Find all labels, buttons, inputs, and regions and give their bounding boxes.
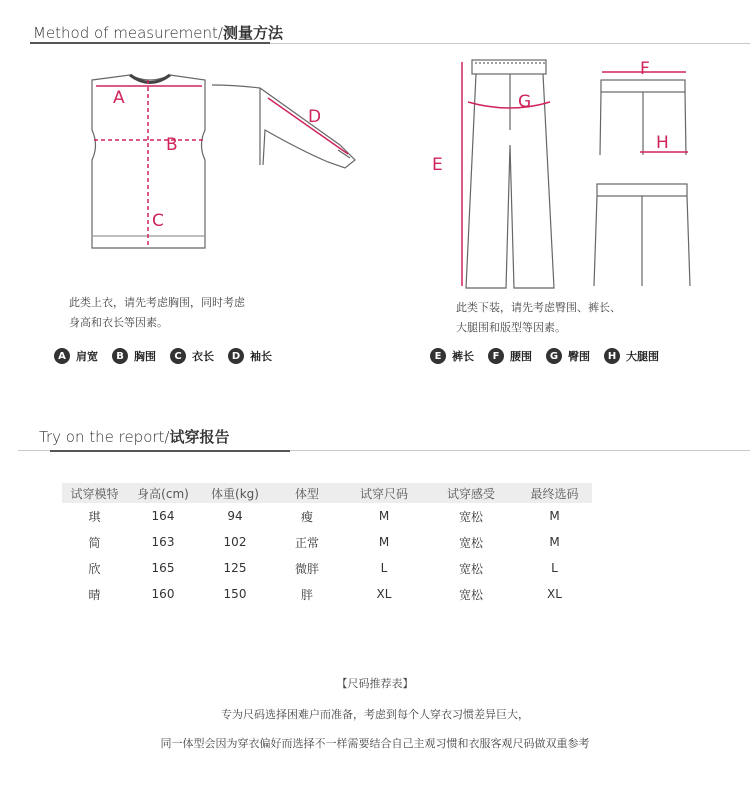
table-cell: 150 <box>223 587 247 601</box>
footer-line-2: 同一体型会因为穿衣偏好而选择不一样需要结合自己主观习惯和衣服客观尺码做双重参考 <box>160 737 590 750</box>
table-cell: L <box>551 561 558 575</box>
size-chart-title: 【尺码推荐表】 <box>336 677 414 690</box>
hip-measure-line <box>468 102 550 108</box>
label-c: C <box>152 211 164 231</box>
table-cell: M <box>378 535 390 549</box>
bottom-note-line: 大腿围和版型等因素。 <box>456 321 566 334</box>
legend-label: 衣长 <box>192 350 214 363</box>
report-header-row <box>62 483 592 503</box>
section-heading-report <box>39 426 230 447</box>
legend-label: 胸围 <box>134 350 156 363</box>
table-cell: M <box>549 535 560 549</box>
top-legend <box>54 348 286 364</box>
top-note-line: 身高和衣长等因素。 <box>69 316 168 329</box>
legend-item <box>170 348 214 364</box>
legend-badge: C <box>170 348 186 364</box>
legend-item <box>488 348 532 364</box>
table-cell: 胖 <box>300 587 313 602</box>
table-cell: 琪 <box>88 509 101 524</box>
report-table <box>62 483 592 607</box>
legend-item <box>54 348 98 364</box>
bottom-note-line: 此类下装，请先考虑臀围、裤长、 <box>456 301 621 314</box>
bottom-note <box>456 298 621 338</box>
heading-cn: 测量方法 <box>222 24 283 42</box>
legend-badge: H <box>604 348 620 364</box>
legend-label: 肩宽 <box>76 350 98 363</box>
legend-label: 臀围 <box>568 350 590 363</box>
table-cell: M <box>549 509 560 523</box>
legend-label: 裤长 <box>452 350 474 363</box>
legend-label: 大腿围 <box>626 350 659 363</box>
label-h: H <box>656 133 669 153</box>
label-f: F <box>640 59 650 79</box>
table-row <box>62 503 592 529</box>
pants-sketch <box>466 60 554 288</box>
heading-cn: 试穿报告 <box>169 428 230 446</box>
label-e: E <box>432 155 443 175</box>
table-cell: 94 <box>227 509 243 523</box>
table-cell: XL <box>547 587 562 601</box>
legend-badge: E <box>430 348 446 364</box>
legend-item <box>430 348 474 364</box>
column-header: 身高(cm) <box>127 483 199 503</box>
legend-badge: B <box>112 348 128 364</box>
table-cell: 125 <box>223 561 247 575</box>
table-cell: 164 <box>151 509 175 523</box>
table-cell: 宽松 <box>458 587 483 602</box>
table-cell: 165 <box>151 561 175 575</box>
table-row <box>62 529 592 555</box>
legend-badge: A <box>54 348 70 364</box>
heading-en: Method of measurement/ <box>33 24 223 42</box>
top-note-line: 此类上衣，请先考虑胸围，同时考虑 <box>69 296 245 309</box>
column-header: 体重(kg) <box>199 483 271 503</box>
table-row <box>62 555 592 581</box>
legend-item <box>228 348 272 364</box>
legend-label: 袖长 <box>250 350 272 363</box>
column-header: 试穿感受 <box>425 483 517 503</box>
measurement-diagram <box>0 50 750 300</box>
table-cell: 瘦 <box>300 509 313 524</box>
legend-badge: D <box>228 348 244 364</box>
report-underline <box>50 450 290 452</box>
table-cell: 宽松 <box>458 535 483 550</box>
table-cell: 简 <box>88 535 101 550</box>
footer-line-1: 专为尺码选择困难户而准备，考虑到每个人穿衣习惯差异巨大， <box>221 708 529 721</box>
table-cell: 微胖 <box>294 561 319 576</box>
table-cell: 宽松 <box>458 561 483 576</box>
section-heading-measurement <box>33 22 283 43</box>
table-cell: 欣 <box>88 561 101 576</box>
heading-en: Try on the report/ <box>39 428 170 446</box>
legend-badge: G <box>546 348 562 364</box>
column-header: 试穿模特 <box>62 483 127 503</box>
heading-rule <box>270 43 750 44</box>
sleeve-sketch <box>212 85 355 168</box>
label-d: D <box>308 107 322 127</box>
table-cell: 160 <box>151 587 175 601</box>
table-cell: 宽松 <box>458 509 483 524</box>
table-cell: 163 <box>151 535 175 549</box>
pants-lower-sketch <box>594 184 690 286</box>
top-note <box>69 293 245 333</box>
table-cell: 晴 <box>88 587 101 602</box>
column-header: 体型 <box>271 483 343 503</box>
legend-item <box>546 348 590 364</box>
legend-label: 腰围 <box>510 350 532 363</box>
measure-lines-top <box>94 80 203 246</box>
table-cell: L <box>380 561 388 575</box>
legend-item <box>604 348 659 364</box>
column-header: 试穿尺码 <box>343 483 425 503</box>
pants-upper-sketch <box>600 80 686 155</box>
table-row <box>62 581 592 607</box>
table-cell: 102 <box>223 535 247 549</box>
table-cell: 正常 <box>294 535 319 550</box>
label-g: G <box>518 92 532 112</box>
bottom-legend <box>430 348 673 364</box>
heading-underline <box>30 42 270 44</box>
legend-item <box>112 348 156 364</box>
label-a: A <box>113 88 125 108</box>
column-header: 最终选码 <box>517 483 592 503</box>
legend-badge: F <box>488 348 504 364</box>
label-b: B <box>166 135 178 155</box>
table-cell: XL <box>376 587 392 601</box>
table-cell: M <box>378 509 390 523</box>
